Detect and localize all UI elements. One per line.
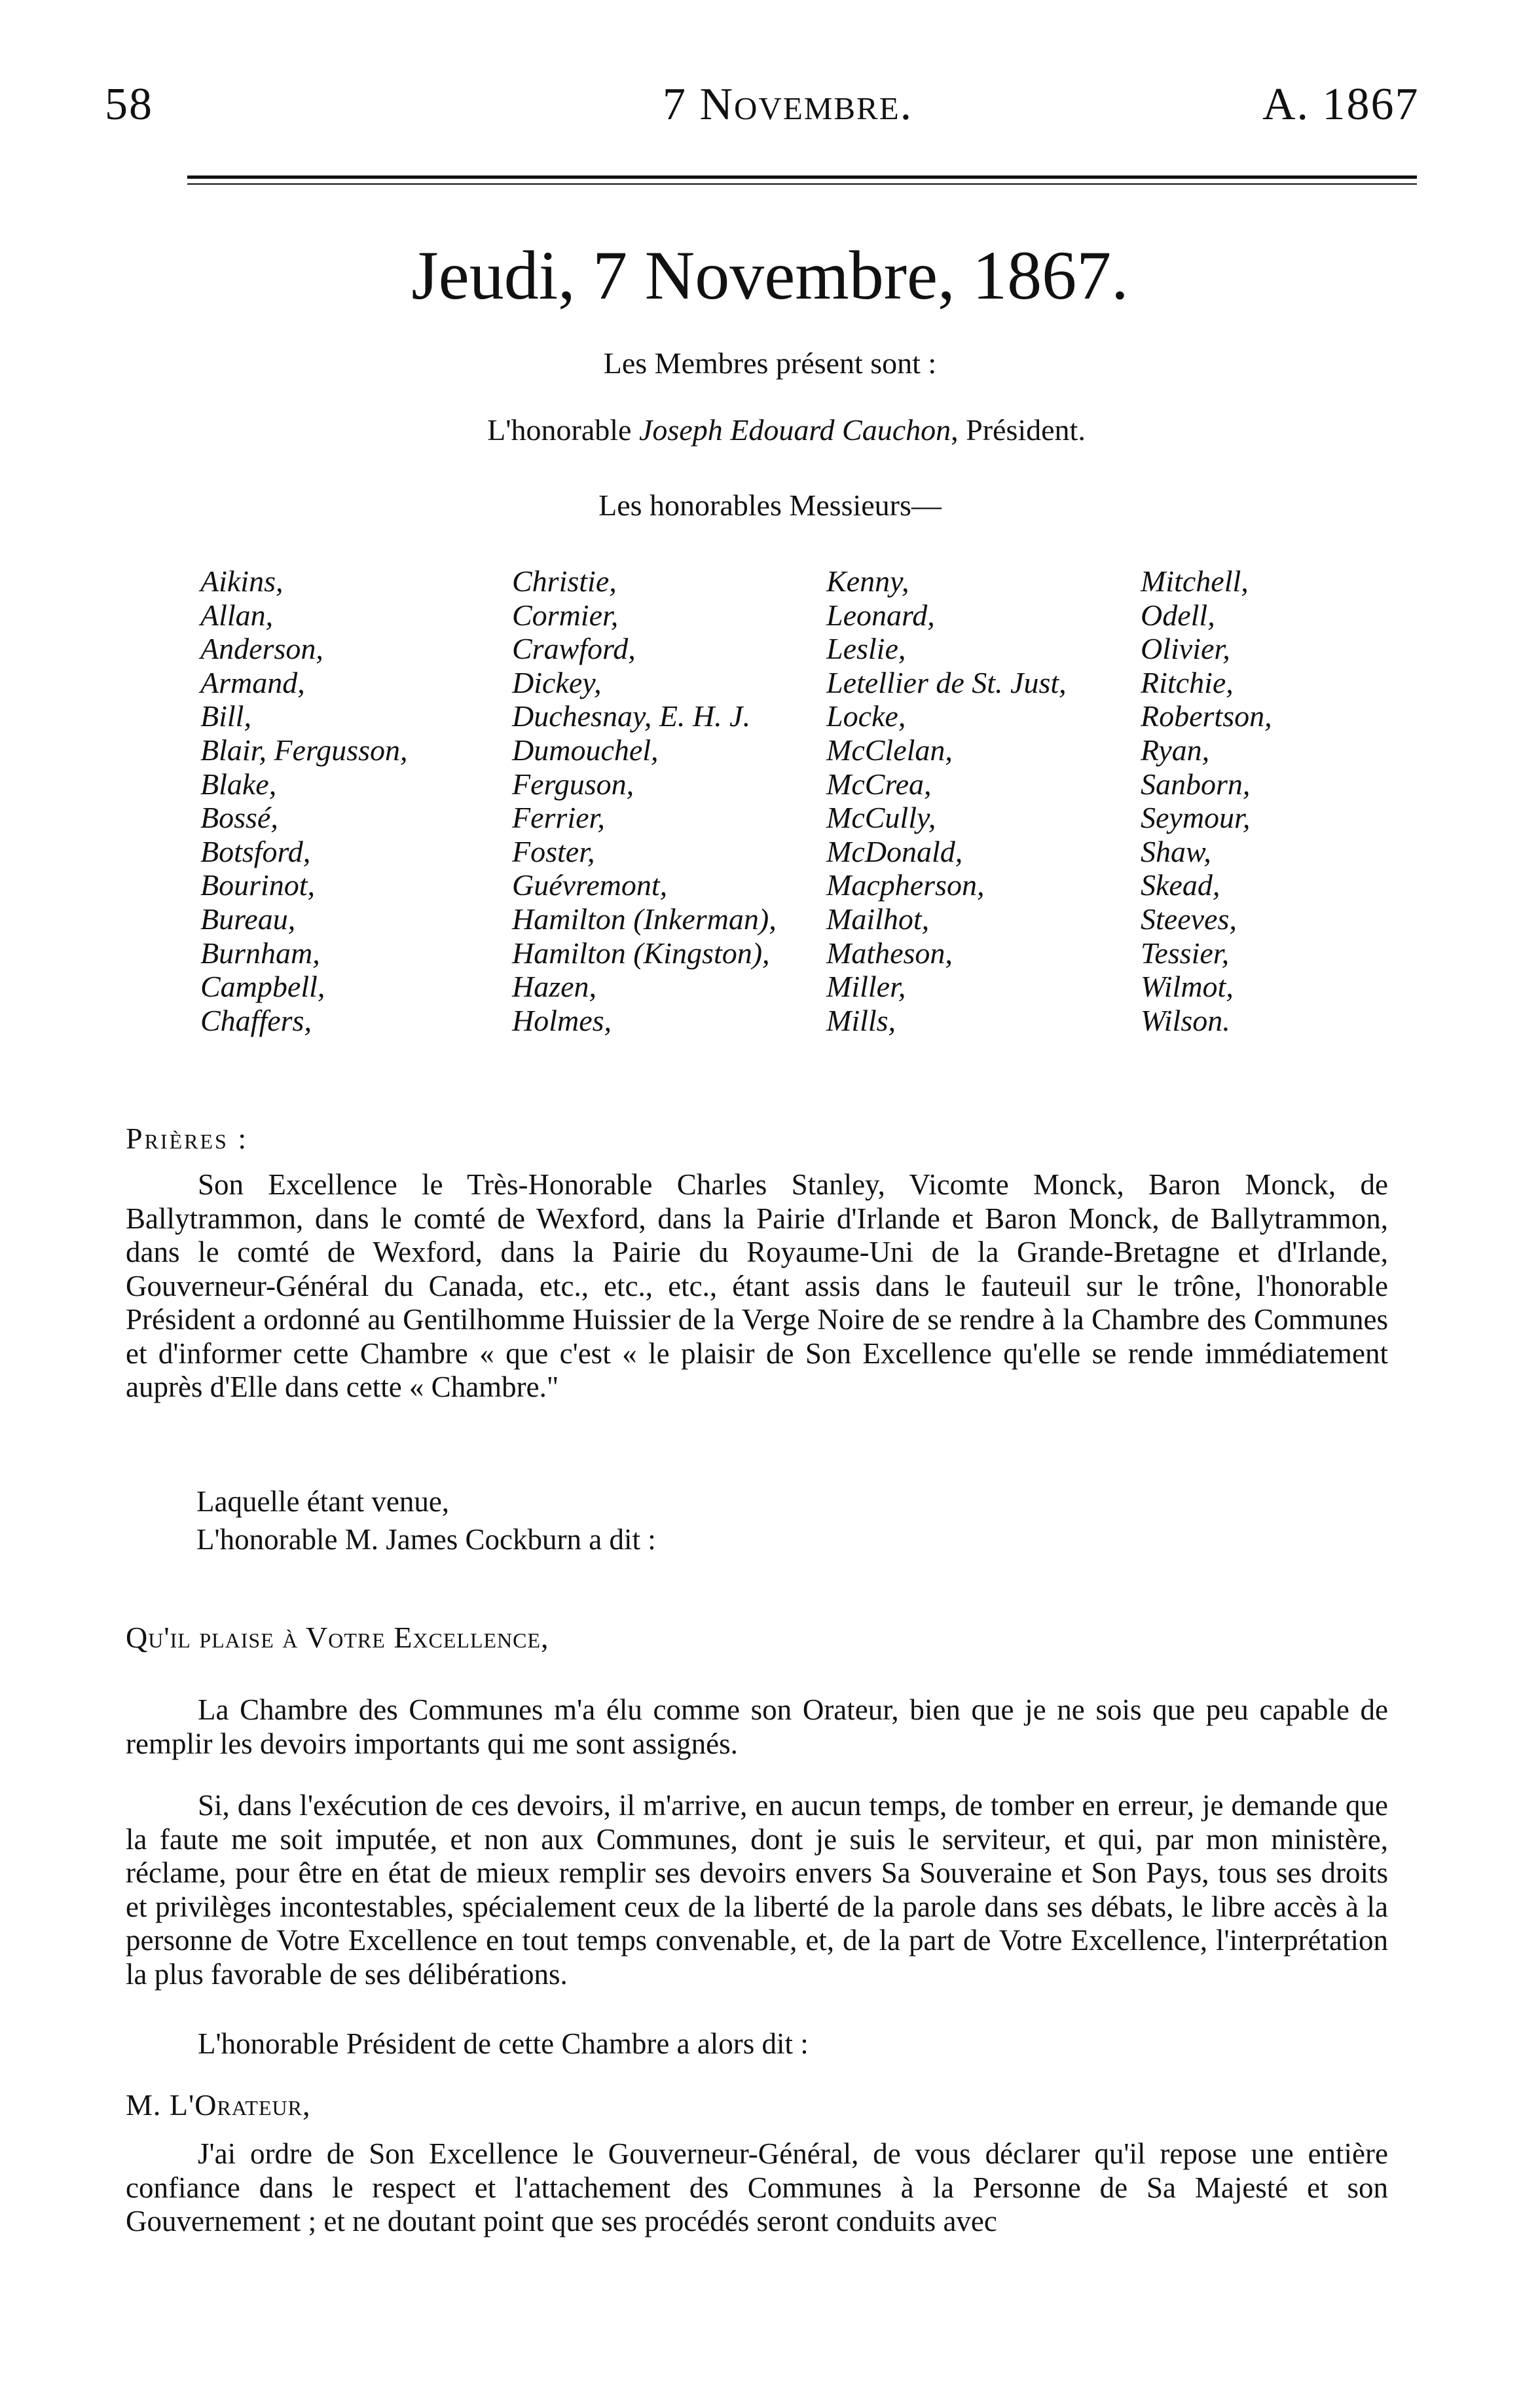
- orateur-heading: M. L'Orateur,: [126, 2088, 311, 2122]
- member-name: Seymour,: [1141, 801, 1251, 835]
- member-name: Macpherson,: [826, 868, 985, 902]
- member-name: Holmes,: [512, 1003, 612, 1037]
- member-name: Bill,: [200, 699, 251, 733]
- cockburn-line: L'honorable M. James Cockburn a dit :: [196, 1523, 656, 1556]
- member-name: Matheson,: [826, 936, 953, 970]
- member-name: Leonard,: [826, 598, 935, 632]
- member-name: Hamilton (Inkerman),: [512, 902, 777, 936]
- member-name: Ritchie,: [1141, 665, 1234, 699]
- member-name: Bureau,: [200, 902, 296, 936]
- member-name: Steeves,: [1141, 902, 1237, 936]
- member-name: Skead,: [1141, 868, 1220, 902]
- qu-il-plaise-heading: Qu'il plaise à Votre Excellence,: [126, 1621, 549, 1654]
- member-name: Chaffers,: [200, 1003, 312, 1037]
- member-name: McCully,: [826, 801, 936, 835]
- member-name: Foster,: [512, 834, 595, 868]
- running-head-year: A. 1867: [1262, 79, 1420, 130]
- member-column-2: [512, 564, 777, 1037]
- member-name: Aikins,: [200, 564, 284, 598]
- member-name: Dumouchel,: [512, 733, 659, 767]
- page-number: 58: [105, 79, 153, 130]
- member-name: Tessier,: [1141, 936, 1230, 970]
- member-name: McCrea,: [826, 767, 932, 801]
- member-name: Bourinot,: [200, 868, 316, 902]
- sitting-title: Jeudi, 7 Novembre, 1867.: [411, 237, 1129, 314]
- member-column-4: [1141, 564, 1272, 1037]
- header-rule-thick: [187, 175, 1417, 179]
- member-name: Crawford,: [512, 632, 636, 666]
- member-name: McDonald,: [826, 834, 963, 868]
- member-column-1: [200, 564, 407, 1037]
- member-name: Allan,: [200, 598, 274, 632]
- member-name: Miller,: [826, 970, 906, 1004]
- member-name: Blair, Fergusson,: [200, 733, 408, 767]
- member-name: Bossé,: [200, 801, 278, 835]
- member-name: Christie,: [512, 564, 617, 598]
- member-name: Locke,: [826, 699, 906, 733]
- running-head-date: 7 Novembre.: [663, 79, 913, 130]
- member-name: Shaw,: [1141, 834, 1211, 868]
- president-said-line: L'honorable Président de cette Chambre a alors dit :: [198, 2027, 809, 2060]
- member-name: Mailhot,: [826, 902, 930, 936]
- member-name: Sanborn,: [1141, 767, 1251, 801]
- member-name: Hazen,: [512, 970, 597, 1004]
- member-name: Anderson,: [200, 632, 323, 666]
- member-name: Ryan,: [1141, 733, 1210, 767]
- member-name: Botsford,: [200, 834, 311, 868]
- member-name: Mills,: [826, 1003, 896, 1037]
- member-name: Wilmot,: [1141, 970, 1234, 1004]
- member-name: Armand,: [200, 665, 305, 699]
- arrival-block: [196, 1482, 1179, 1558]
- president-suffix: , Président.: [951, 413, 1086, 447]
- member-name: Kenny,: [826, 564, 909, 598]
- prieres-heading: Prières :: [126, 1122, 249, 1155]
- member-column-3: [826, 564, 1067, 1037]
- member-name: Campbell,: [200, 970, 325, 1004]
- member-name: Burnham,: [200, 936, 320, 970]
- member-name: Robertson,: [1141, 699, 1272, 733]
- member-name: Leslie,: [826, 632, 906, 666]
- member-name: Blake,: [200, 767, 277, 801]
- member-name: Olivier,: [1141, 632, 1230, 666]
- president-line: [0, 413, 1540, 447]
- members-present-line: Les Membres présent sont :: [603, 346, 937, 380]
- president-prefix: L'honorable: [487, 413, 639, 447]
- arrival-line: Laquelle étant venue,: [196, 1485, 450, 1518]
- member-name: Odell,: [1141, 598, 1215, 632]
- member-name: Letellier de St. Just,: [826, 665, 1067, 699]
- member-name: Ferguson,: [512, 767, 634, 801]
- member-name: Guévremont,: [512, 868, 668, 902]
- speech-paragraph-1: La Chambre des Communes m'a élu comme son Orateur, bien que je ne sois que peu capable de remplir les devoirs importants qui me sont assignés.: [126, 1693, 1388, 1760]
- speech-paragraph-2: Si, dans l'exécution de ces devoirs, il m'arrive, en aucun temps, de tomber en erreur, je demande que la faute me soit imputée, et non aux Communes, dont je suis le serviteur, et qui, par mon ministère, réclame, pour être en état de mieux remplir ses devoirs envers Sa Souveraine et Son Pays, tous ses droits et privilèges incontestables, spécialement ceux de la liberté de la parole dans ses débats, le libre accès à la personne de Votre Excellence en tout temps convenable, et, de la part de Votre Excellence, l'interprétation la plus favorable de ses délibérations.: [126, 1789, 1388, 1991]
- member-name: Wilson.: [1141, 1003, 1230, 1037]
- member-name: Hamilton (Kingston),: [512, 936, 770, 970]
- president-name: Joseph Edouard Cauchon: [638, 413, 951, 447]
- member-name: Mitchell,: [1141, 564, 1249, 598]
- member-name: McClelan,: [826, 733, 953, 767]
- final-paragraph: J'ai ordre de Son Excellence le Gouverneur-Général, de vous déclarer qu'il repose une entière confiance dans le respect et l'attachement des Communes à la Personne de Sa Majesté et son Gouvernement ; et ne doutant point que ses procédés seront conduits avec: [126, 2137, 1388, 2237]
- header-rule-thin: [187, 183, 1417, 185]
- governor-paragraph: Son Excellence le Très-Honorable Charles Stanley, Vicomte Monck, Baron Monck, de Ballytrammon, dans le comté de Wexford, dans la Pairie d'Irlande et Baron Monck, de Ballytrammon, dans le comté de Wexford, dans la Pairie du Royaume-Uni de la Grande-Bretagne et d'Irlande, Gouverneur-Général du Canada, etc., etc., etc., étant assis dans le fauteuil sur le trône, l'honorable Président a ordonné au Gentilhomme Huissier de la Verge Noire de se rendre à la Chambre des Communes et d'informer cette Chambre « que c'est « le plaisir de Son Excellence qu'elle se rende immédiatement auprès d'Elle dans cette « Chambre.": [126, 1168, 1388, 1403]
- member-name: Duchesnay, E. H. J.: [512, 699, 751, 733]
- honorables-heading: Les honorables Messieurs—: [598, 488, 942, 522]
- member-name: Dickey,: [512, 665, 602, 699]
- member-name: Cormier,: [512, 598, 619, 632]
- member-name: Ferrier,: [512, 801, 605, 835]
